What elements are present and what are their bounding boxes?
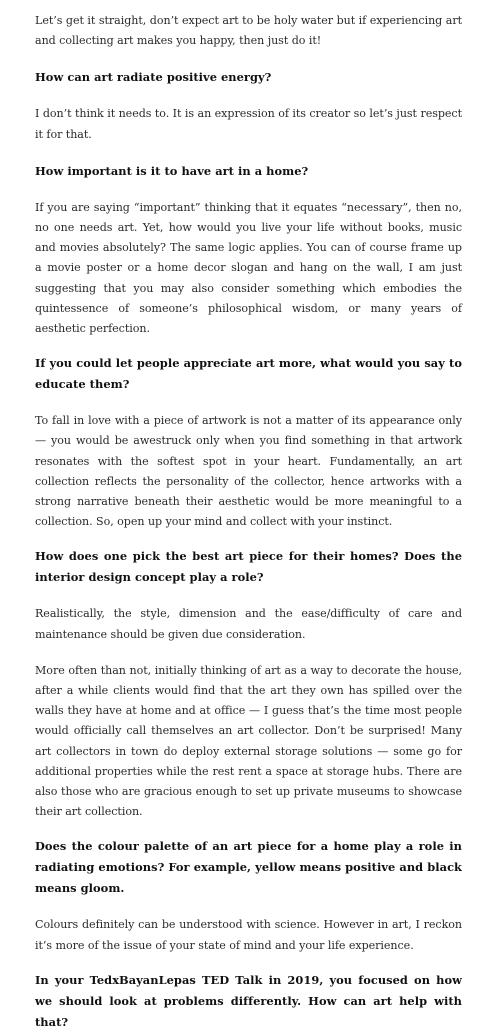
question-positive-energy: How can art radiate positive energy? bbox=[35, 70, 272, 85]
question-art-in-home: How important is it to have art in a home? bbox=[35, 163, 309, 178]
paragraph-intro: Let’s get it straight, don’t expect art to be holy water but if experiencing art and collecting art makes you happy, then just do it! bbox=[35, 14, 462, 48]
question-pick-art-piece: How does one pick the best art piece for their homes? Does the interior design concept play a role? bbox=[35, 549, 462, 585]
article-body bbox=[35, 0, 462, 1033]
answer-positive-energy: I don’t think it needs to. It is an expression of its creator so let’s just respect it for that. bbox=[35, 107, 462, 141]
question-appreciate-art: If you could let people appreciate art more, what would you say to educate them? bbox=[35, 356, 462, 392]
paragraph-art-collector: More often than not, initially thinking of art as a way to decorate the house, after a while clients would find that the art they own has spilled over the walls they have at home and at office — I guess that’s the time most people would officially call themselves an art collector. Don’t be surprised! Many art collectors in town do deploy external storage solutions — some go for additional properties while the rest rent a space at storage hubs. There are also those who are gracious enough to set up private museums to showcase their art collection. bbox=[35, 663, 462, 819]
answer-pick-art-piece: Realistically, the style, dimension and the ease/difficulty of care and maintenance should be given due consideration. bbox=[35, 607, 462, 641]
answer-colour-palette: Colours definitely can be understood with science. However in art, I reckon it’s more of the issue of your state of mind and your life experience. bbox=[35, 918, 462, 952]
answer-art-in-home: If you are saying “important” thinking that it equates “necessary”, then no, no one needs art. Yet, how would you live your life without books, music and movies absolutely? The same logic applies. You can of course frame up a movie poster or a home decor slogan and hang on the wall, I am just suggesting that you may also consider something which embodies the quintessence of someone’s philosophical wisdom, or many years of aesthetic perfection. bbox=[35, 200, 462, 336]
question-colour-palette: Does the colour palette of an art piece for a home play a role in radiating emotions? For example, yellow means positive and black means gloom. bbox=[35, 839, 462, 896]
question-ted-talk: In your TedxBayanLepas TED Talk in 2019, you focused on how we should look at problems differently. How can art help with that? bbox=[35, 972, 462, 1029]
answer-appreciate-art: To fall in love with a piece of artwork is not a matter of its appearance only — you would be awestruck only when you find something in that artwork resonates with the softest spot in your heart. Fundamentally, an art collection reflects the personality of the collector, hence artworks with a strong narrative beneath their aesthetic would be more meaningful to a collection. So, open up your mind and collect with your instinct. bbox=[35, 414, 462, 529]
